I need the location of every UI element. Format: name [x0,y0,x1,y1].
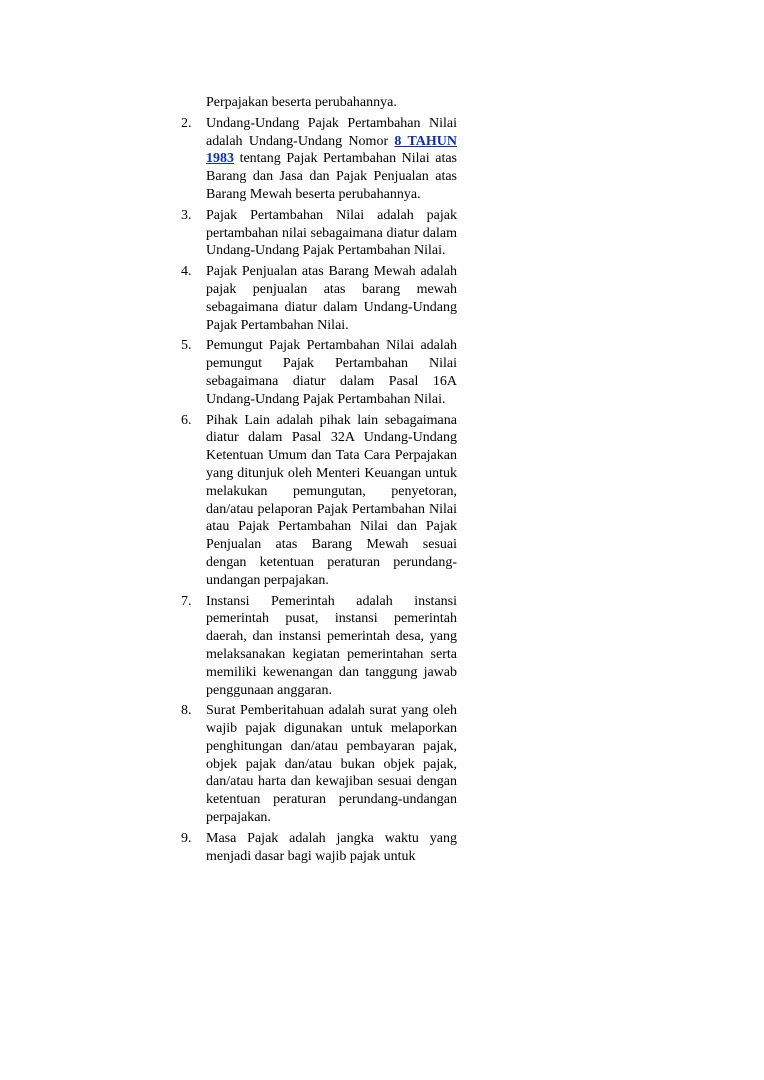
item-number: 3. [181,207,192,223]
item-text: Pihak Lain adalah pihak lain sebagaimana diatur dalam Pasal 32A Undang-Undang Ketentuan Umum dan Tata Cara Perpajakan yang ditunjuk oleh Menteri Keuangan untuk melakukan pemungutan, penyetoran, dan/atau pelaporan Pajak Pertambahan Nilai atau Pajak Pertambahan Nilai dan Pajak Penjualan atas Barang Mewah sesuai dengan ketentuan peraturan perundang-undangan perpajakan. [206,412,457,588]
item-text: Instansi Pemerintah adalah instansi pemerintah pusat, instansi pemerintah daerah, dan instansi pemerintah desa, yang melaksanakan kegiatan pemerintahan serta memiliki kewenangan dan tanggung jawab penggunaan anggaran. [206,593,457,698]
item-number: 2. [181,115,192,131]
item-number: 6. [181,412,192,428]
list-item [181,263,457,334]
list-item [181,412,457,590]
document-body [181,94,457,868]
item-number: 7. [181,593,192,609]
continuation-text: Perpajakan beserta perubahannya. [206,95,397,110]
item-number: 9. [181,830,192,846]
item-text: Pemungut Pajak Pertambahan Nilai adalah pemungut Pajak Pertambahan Nilai sebagaimana diatur dalam Pasal 16A Undang-Undang Pajak Pertambahan Nilai. [206,338,457,407]
item-number: 4. [181,264,192,280]
item-text: Pajak Penjualan atas Barang Mewah adalah pajak penjualan atas barang mewah sebagaimana diatur dalam Undang-Undang Pajak Pertambahan Nilai. [206,264,457,333]
item-text [206,115,457,204]
list-item [181,830,457,866]
item-text-before-link: Undang-Undang Pajak Pertambahan Nilai adalah Undang-Undang Nomor [206,115,457,149]
law-reference-link[interactable]: 8 TAHUN 1983 [206,133,457,167]
list-item [181,115,457,204]
item-text: Pajak Pertambahan Nilai adalah pajak pertambahan nilai sebagaimana diatur dalam Undang-Undang Pajak Pertambahan Nilai. [206,207,457,259]
item-text: Surat Pemberitahuan adalah surat yang oleh wajib pajak digunakan untuk melaporkan penghitungan dan/atau pembayaran pajak, objek pajak dan/atau bukan objek pajak, dan/atau harta dan kewajiban sesuai dengan ketentuan peraturan perundang-undangan perpajakan. [206,703,457,826]
item-text-after-link: tentang Pajak Pertambahan Nilai atas Barang dan Jasa dan Pajak Penjualan atas Barang Mewah beserta perubahannya. [206,151,457,202]
list-item [181,702,457,827]
list-item [181,337,457,408]
item-number: 8. [181,703,192,719]
item-number: 5. [181,338,192,354]
definition-list [181,115,457,866]
list-item [181,207,457,260]
list-item [181,593,457,700]
item-text: Masa Pajak adalah jangka waktu yang menjadi dasar bagi wajib pajak untuk [206,830,457,864]
